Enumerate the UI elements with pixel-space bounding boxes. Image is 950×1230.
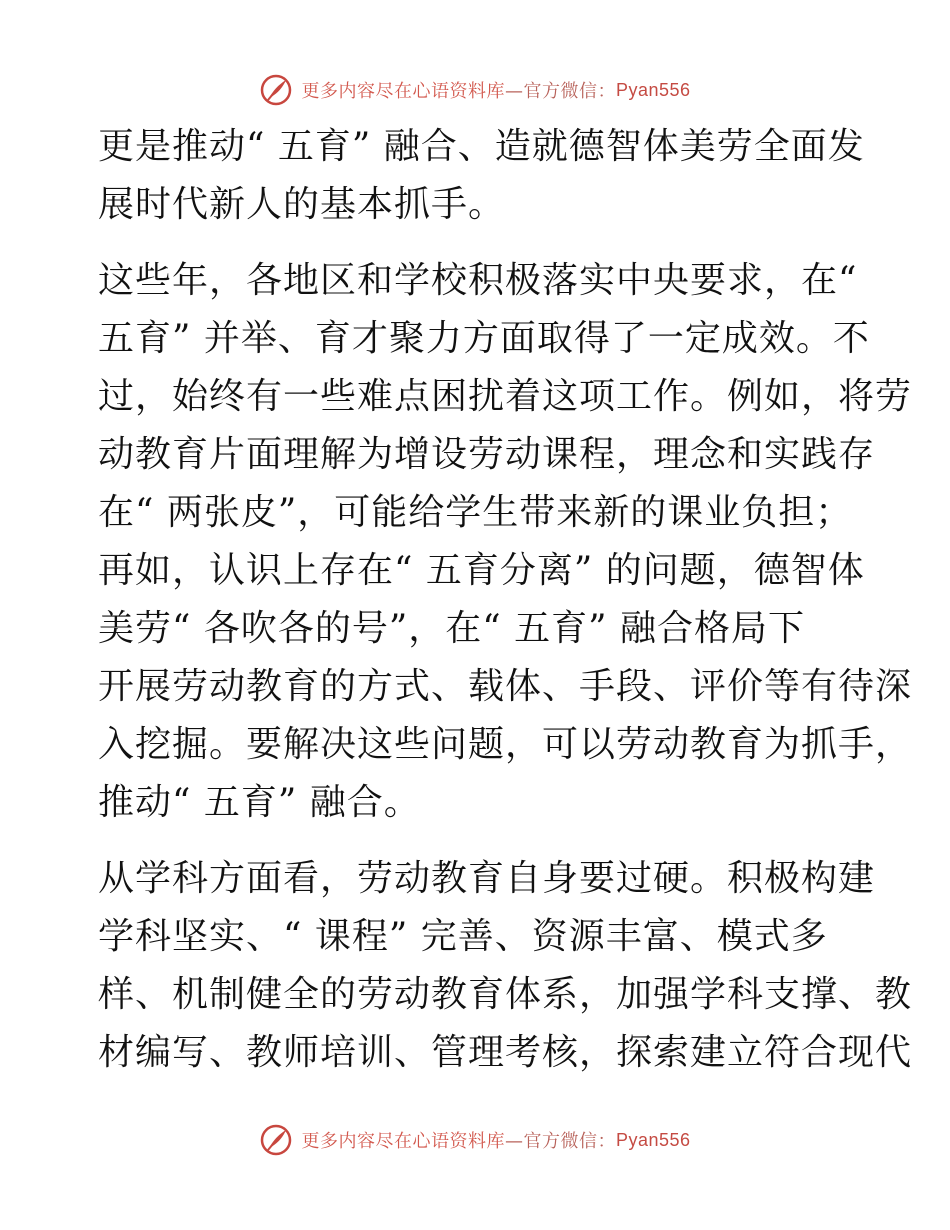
watermark-site-name: 更多内容尽在心语资料库 bbox=[301, 81, 505, 102]
text-line: 这些年，各地区和学校积极落实中央要求，在“ bbox=[98, 260, 858, 301]
text-line: 学科坚实、“ 课程” 完善、资源丰富、模式多 bbox=[98, 916, 828, 957]
text-line: 入挖掘。要解决这些问题，可以劳动教育为抓手， bbox=[98, 724, 913, 765]
watermark-wechat-id: Pyan556 bbox=[615, 79, 691, 100]
text-line: 美劳“ 各吹各的号”，在“ 五育” 融合格局下 bbox=[98, 608, 805, 649]
paragraph bbox=[98, 252, 913, 832]
text-line: 推动“ 五育” 融合。 bbox=[98, 782, 421, 823]
watermark-site-name: 更多内容尽在心语资料库 bbox=[301, 1131, 505, 1152]
text-line: 样、机制健全的劳动教育体系，加强学科支撑、教 bbox=[98, 974, 913, 1015]
text-line: 再如，认识上存在“ 五育分离” 的问题，德智体 bbox=[98, 550, 865, 591]
text-line: 展时代新人的基本抓手。 bbox=[98, 184, 506, 225]
watermark-wechat-id: Pyan556 bbox=[615, 1129, 691, 1150]
footer-watermark bbox=[0, 1120, 950, 1160]
paragraph bbox=[98, 118, 865, 234]
feather-pen-circle-icon bbox=[259, 73, 293, 107]
header-watermark bbox=[0, 70, 950, 110]
watermark-wechat-label: —官方微信： bbox=[504, 1131, 616, 1152]
text-line: 过，始终有一些难点困扰着这项工作。例如，将劳 bbox=[98, 376, 913, 417]
text-line: 材编写、教师培训、管理考核，探索建立符合现代 bbox=[98, 1032, 913, 1073]
paragraph bbox=[98, 850, 913, 1082]
text-line: 从学科方面看，劳动教育自身要过硬。积极构建 bbox=[98, 858, 876, 899]
text-line: 五育” 并举、育才聚力方面取得了一定成效。不 bbox=[98, 318, 870, 359]
text-line: 开展劳动教育的方式、载体、手段、评价等有待深 bbox=[98, 666, 913, 707]
text-line: 动教育片面理解为增设劳动课程，理念和实践存 bbox=[98, 434, 876, 475]
text-line: 在“ 两张皮”，可能给学生带来新的课业负担； bbox=[98, 492, 853, 533]
document-body bbox=[98, 118, 913, 1082]
feather-pen-circle-icon bbox=[259, 1123, 293, 1157]
watermark-wechat-label: —官方微信： bbox=[504, 81, 616, 102]
text-line: 更是推动“ 五育” 融合、造就德智体美劳全面发 bbox=[98, 126, 865, 167]
